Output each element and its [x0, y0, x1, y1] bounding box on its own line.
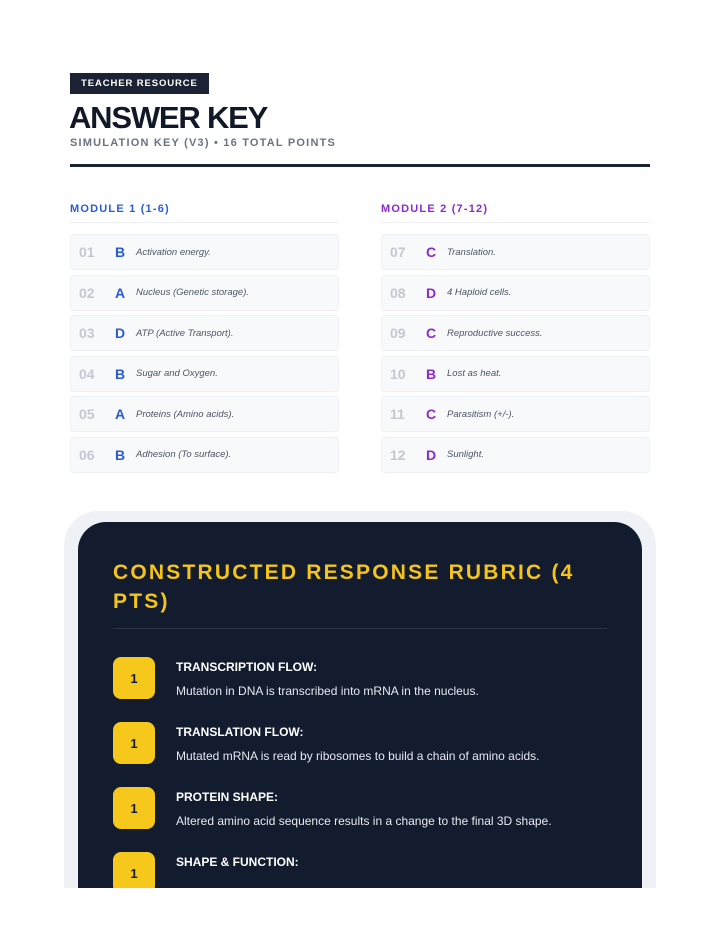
- module-2-column: [381, 203, 650, 478]
- module-1-column: [70, 203, 339, 478]
- answer-letter: D: [425, 446, 437, 463]
- answer-item: [381, 275, 650, 311]
- answer-letter: C: [425, 244, 437, 260]
- answer-item: [70, 315, 339, 351]
- answer-item: [381, 396, 650, 432]
- rubric-divider: [113, 628, 607, 629]
- criterion-text: Altered amino acid sequence results in a change to the final 3D shape.: [176, 814, 552, 828]
- answer-description: Proteins (Amino acids).: [136, 408, 235, 420]
- question-number: 02: [79, 284, 95, 301]
- answer-description: Sugar and Oxygen.: [136, 368, 218, 380]
- answer-letter: A: [114, 406, 126, 423]
- answer-description: Translation.: [447, 246, 496, 258]
- answer-letter: B: [425, 365, 437, 382]
- answer-letter: D: [425, 284, 437, 301]
- answer-description: Activation energy.: [136, 246, 211, 258]
- answer-item: [381, 315, 650, 351]
- header-divider: [70, 164, 650, 167]
- question-number: 01: [79, 244, 95, 260]
- answer-letter: C: [425, 325, 437, 342]
- answer-letter: D: [114, 325, 126, 342]
- answer-letter: B: [114, 244, 126, 260]
- answer-description: Lost as heat.: [447, 368, 502, 380]
- criterion-title: TRANSLATION FLOW:: [176, 725, 304, 739]
- module-divider: [70, 222, 339, 223]
- criterion-title: PROTEIN SHAPE:: [176, 790, 279, 804]
- page-bottom-crop: [0, 888, 720, 932]
- module-2-heading: MODULE 2 (7-12): [381, 203, 489, 215]
- points-badge: 1: [113, 722, 155, 764]
- criterion-text: Mutation in DNA is transcribed into mRNA in the nucleus.: [176, 684, 479, 698]
- answer-item: [381, 234, 650, 270]
- answer-item: [381, 437, 650, 473]
- answer-letter: B: [114, 446, 126, 463]
- question-number: 05: [79, 406, 95, 423]
- answer-description: Sunlight.: [447, 449, 484, 461]
- module-divider: [381, 222, 650, 223]
- rubric-title: CONSTRUCTED RESPONSE RUBRIC (4 PTS): [113, 561, 575, 613]
- question-number: 08: [390, 284, 406, 301]
- question-number: 06: [79, 446, 95, 463]
- answer-description: 4 Haploid cells.: [447, 287, 512, 299]
- answer-letter: C: [425, 406, 437, 423]
- criterion-title: TRANSCRIPTION FLOW:: [176, 660, 318, 674]
- question-number: 03: [79, 325, 95, 342]
- points-badge: 1: [113, 657, 155, 699]
- question-number: 04: [79, 365, 95, 382]
- answer-item: [70, 437, 339, 473]
- answer-item: [70, 234, 339, 270]
- teacher-resource-badge: TEACHER RESOURCE: [70, 73, 209, 94]
- answer-description: Nucleus (Genetic storage).: [136, 287, 249, 299]
- question-number: 11: [390, 406, 405, 423]
- module-1-heading: MODULE 1 (1-6): [70, 203, 170, 215]
- answer-description: Adhesion (To surface).: [136, 449, 232, 461]
- answer-description: Reproductive success.: [447, 327, 543, 339]
- answer-letter: B: [114, 365, 126, 382]
- points-badge: 1: [113, 787, 155, 829]
- rubric-card: [78, 522, 642, 932]
- answer-item: [70, 356, 339, 392]
- answer-item: [381, 356, 650, 392]
- criterion-text: Mutated mRNA is read by ribosomes to build a chain of amino acids.: [176, 749, 540, 763]
- answer-description: ATP (Active Transport).: [136, 327, 234, 339]
- question-number: 12: [390, 446, 406, 463]
- page-subtitle: SIMULATION KEY (V3) • 16 TOTAL POINTS: [70, 137, 337, 149]
- answer-item: [70, 275, 339, 311]
- answer-description: Parasitism (+/-).: [447, 408, 515, 420]
- question-number: 10: [390, 365, 406, 382]
- points-badge: 1: [113, 852, 155, 894]
- answer-item: [70, 396, 339, 432]
- page-title: ANSWER KEY: [69, 100, 268, 135]
- criterion-title: SHAPE & FUNCTION:: [176, 855, 299, 869]
- question-number: 09: [390, 325, 406, 342]
- question-number: 07: [390, 244, 406, 260]
- answer-letter: A: [114, 284, 126, 301]
